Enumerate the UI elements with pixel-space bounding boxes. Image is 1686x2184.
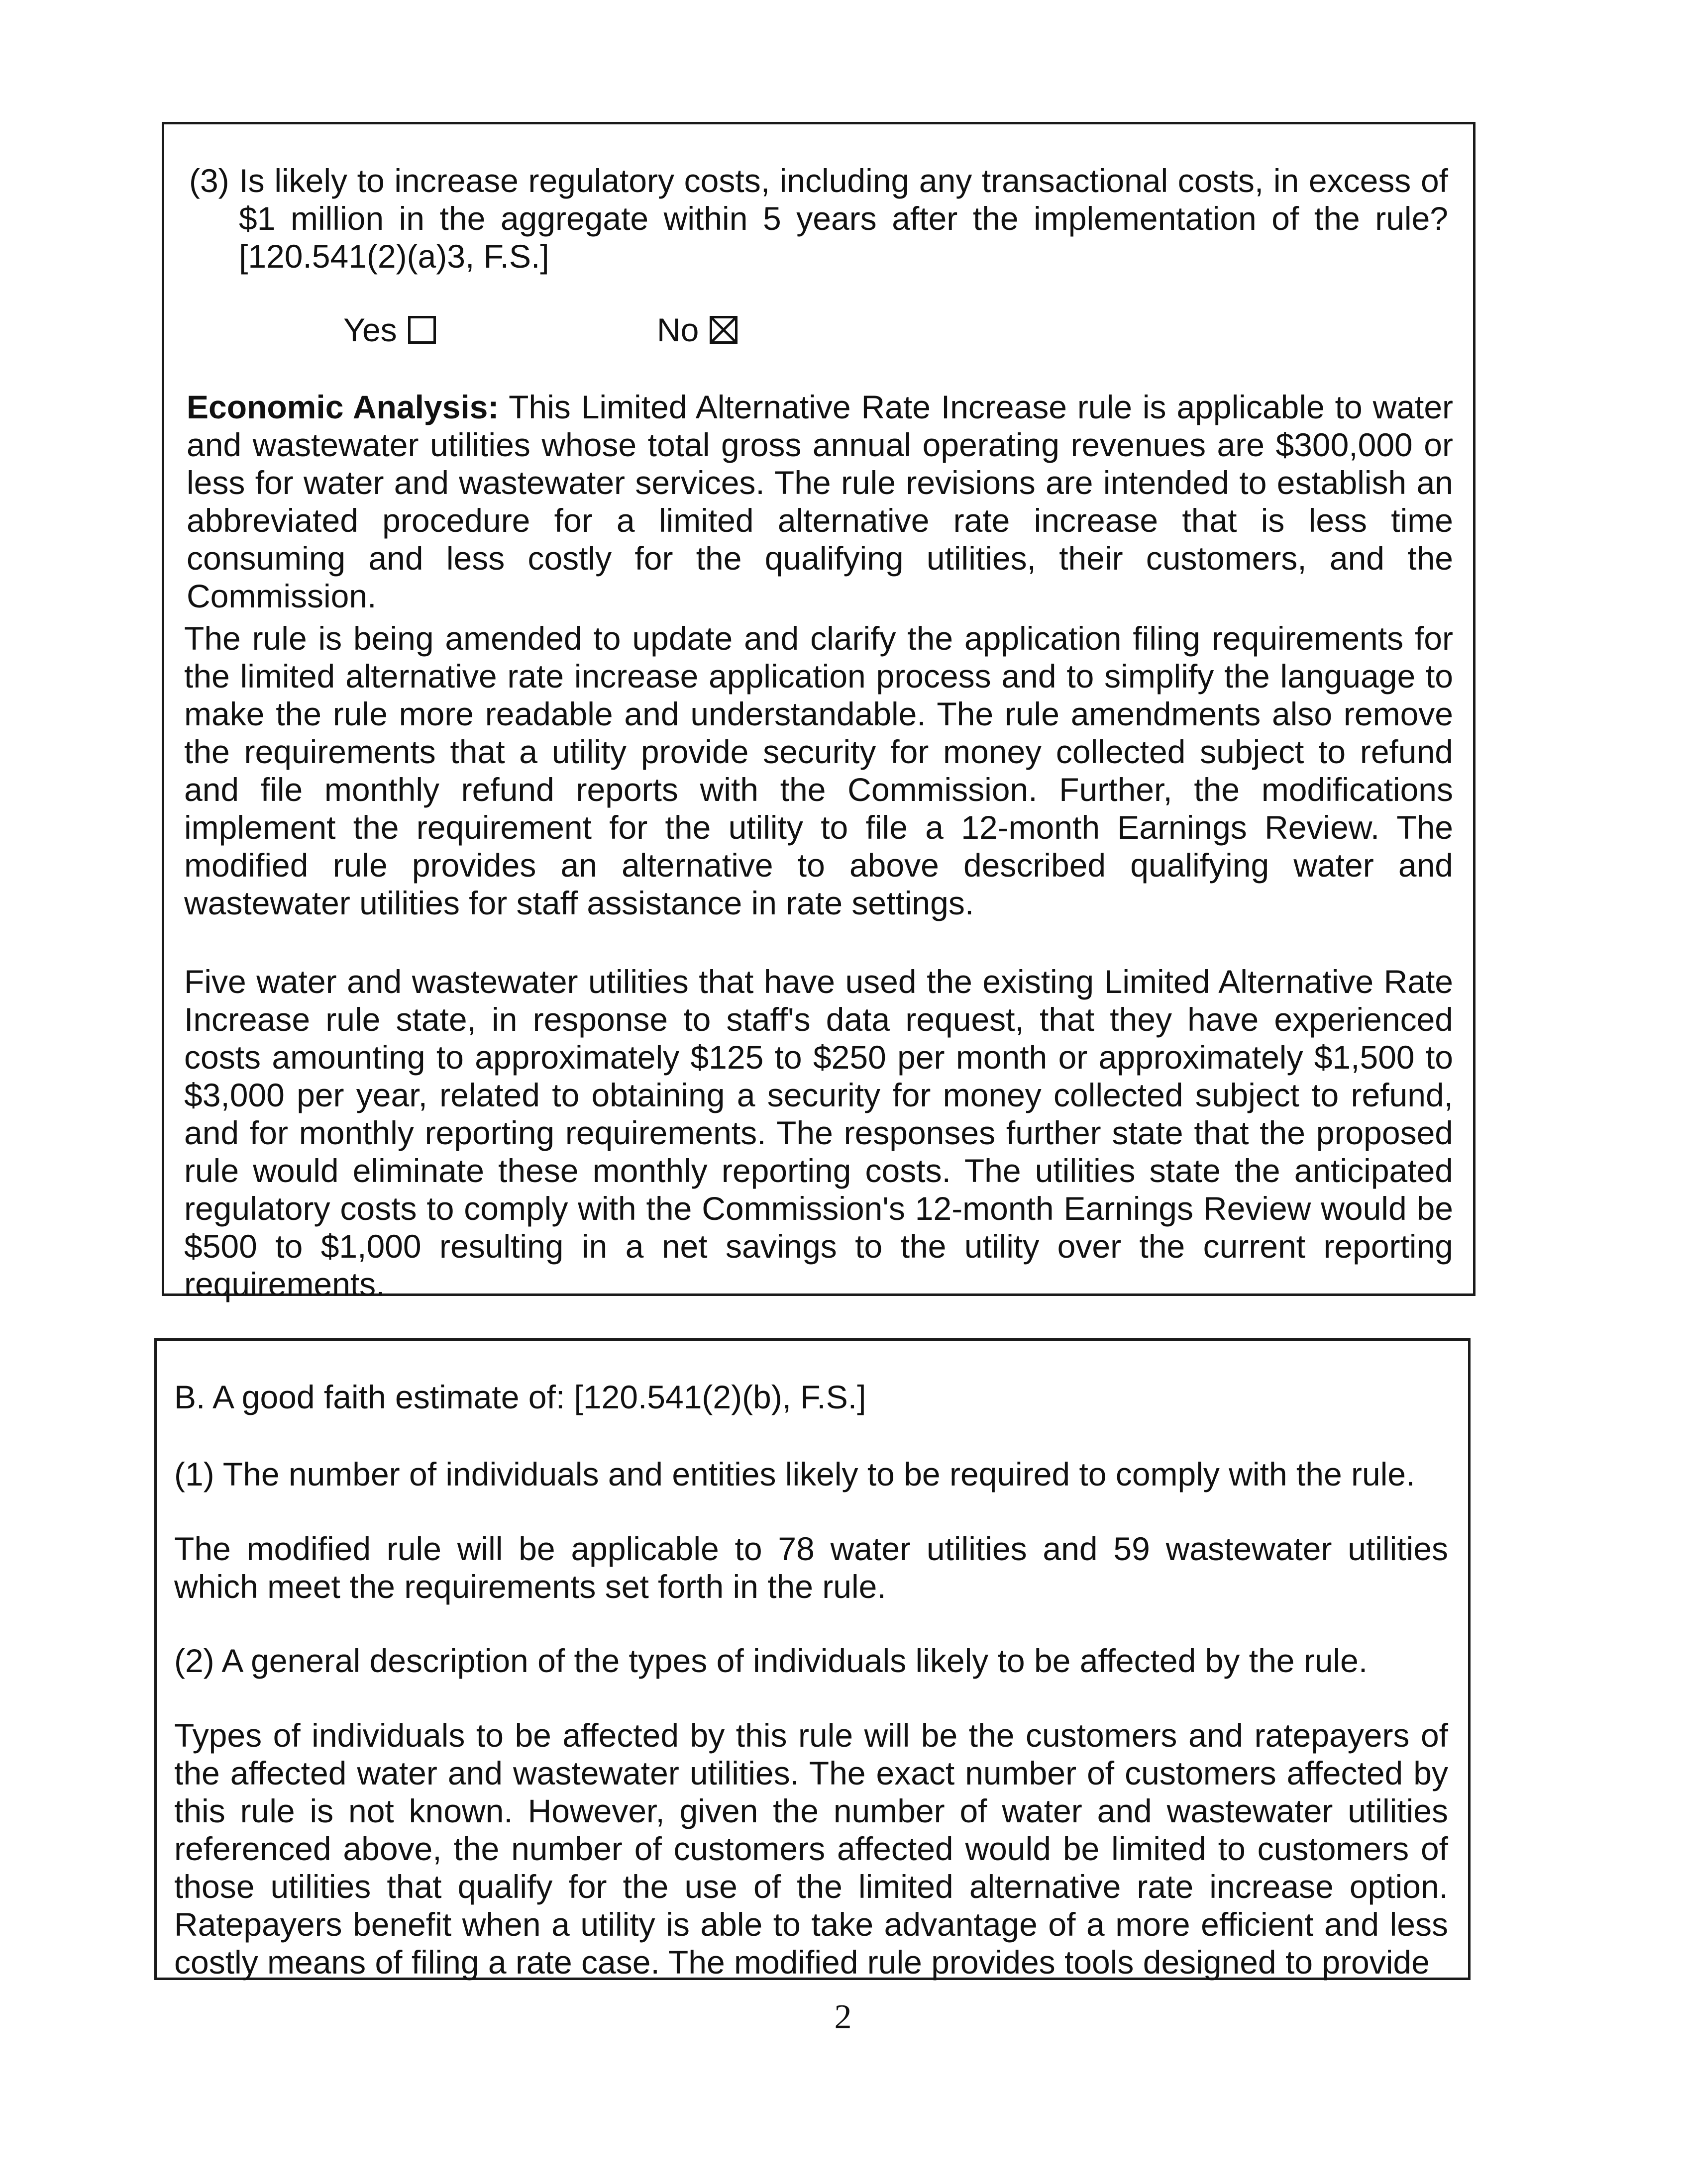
- economic-analysis-heading: Economic Analysis:: [187, 389, 499, 425]
- section-a-box: [162, 122, 1475, 1302]
- economic-analysis-paragraph: [187, 388, 1453, 615]
- answer-1-paragraph: The modified rule will be applicable to 78 water utilities and 59 wastewater utilities which meet the requirements set forth in the rule.: [174, 1530, 1448, 1605]
- yes-option[interactable]: [343, 311, 436, 349]
- section-b-heading: B. A good faith estimate of: [120.541(2)(b), F.S.]: [174, 1379, 866, 1415]
- yes-checkbox[interactable]: [408, 316, 436, 344]
- page-number: 2: [834, 1998, 852, 2036]
- economic-analysis-text: This Limited Alternative Rate Increase rule is applicable to water and wastewater utilities whose total gross annual operating revenues are $300,000 or less for water and wastewater services. The rule revisions are intended to establish an abbreviated procedure for a limited alternative rate increase that is less time consuming and less costly for the qualifying utilities, their customers, and the Commission.: [187, 389, 1453, 614]
- question-1-text: (1) The number of individuals and entities likely to be required to comply with the rule.: [174, 1456, 1415, 1492]
- no-label: No: [657, 311, 699, 348]
- no-option[interactable]: [657, 311, 738, 349]
- question-3-text: (3) Is likely to increase regulatory costs, including any transactional costs, in excess of $1 million in the aggregate within 5 years after the implementation of the rule? [120.541(2)(a)3, F.S.]: [189, 162, 1448, 275]
- yes-label: Yes: [343, 311, 397, 348]
- question-2-text: (2) A general description of the types of individuals likely to be affected by the rule.: [174, 1642, 1368, 1679]
- section-b-box: [154, 1338, 1471, 1980]
- utilities-costs-paragraph: Five water and wastewater utilities that have used the existing Limited Alternative Rate Increase rule state, in response to staff's data request, that they have experienced costs amounting to approximately $125 to $250 per month or approximately $1,500 to $3,000 per year, related to obtaining a security for money collected subject to refund, and for monthly reporting requirements. The responses further state that the proposed rule would eliminate these monthly reporting costs. The utilities state the anticipated regulatory costs to comply with the Commission's 12-month Earnings Review would be $500 to $1,000 resulting in a net savings to the utility over the current reporting requirements.: [184, 963, 1453, 1302]
- answer-2-paragraph: Types of individuals to be affected by this rule will be the customers and ratepayers of the affected water and wastewater utilities. The exact number of customers affected by this rule is not known. However, given the number of water and wastewater utilities referenced above, the number of customers affected would be limited to customers of those utilities that qualify for the use of the limited alternative rate increase option. Ratepayers benefit when a utility is able to take advantage of a more efficient and less costly means of filing a rate case. The modified rule provides tools designed to provide: [174, 1717, 1448, 1981]
- no-checkbox-checked[interactable]: [710, 316, 738, 344]
- amendment-paragraph: The rule is being amended to update and clarify the application filing requirements for the limited alternative rate increase application process and to simplify the language to make the rule more readable and understandable. The rule amendments also remove the requirements that a utility provide security for money collected subject to refund and file monthly refund reports with the Commission. Further, the modifications implement the requirement for the utility to file a 12-month Earnings Review. The modified rule provides an alternative to above described qualifying water and wastewater utilities for staff assistance in rate settings.: [184, 620, 1453, 921]
